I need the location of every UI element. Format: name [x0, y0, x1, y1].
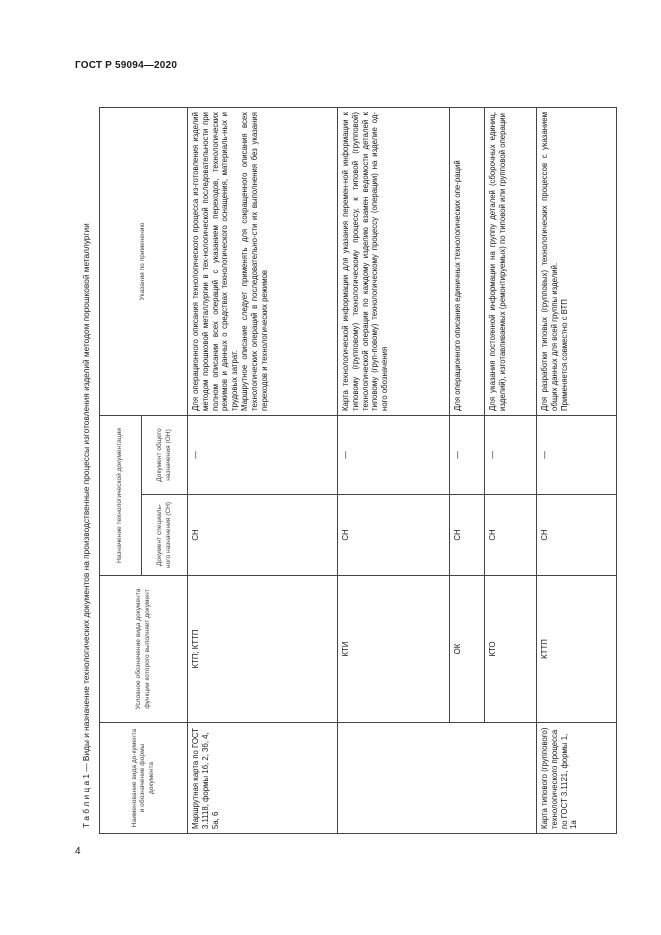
table-row: [338, 107, 450, 833]
row-general: —: [485, 415, 537, 494]
row-special: СН: [450, 495, 485, 576]
rotated-table-block: [77, 108, 589, 834]
row-general: —: [450, 415, 485, 494]
row-code: КТИ: [338, 576, 450, 723]
row-code: КТО: [485, 576, 537, 723]
row-special: СН: [188, 495, 338, 576]
header-special: Документ специаль-ного назначения (СН): [142, 495, 188, 576]
usage-paragraph: Применяется совместно с ВТП: [559, 299, 569, 411]
row-code: КТТП: [537, 576, 617, 723]
row-general: —: [338, 415, 450, 494]
table-caption: Т а б л и ц а 1 — Виды и назначение технологических документов на производственные процессы изготовления изделий методом порошковой металлургии: [81, 223, 91, 828]
row-usage: [188, 107, 338, 415]
header-name: Наименование вида до-кумента и обозначение формы документа: [100, 723, 188, 834]
table-row: [537, 107, 617, 833]
row-general: —: [537, 415, 617, 494]
row-name: [338, 723, 537, 834]
row-special: СН: [537, 495, 617, 576]
document-header: ГОСТ Р 59094—2020: [75, 60, 178, 71]
header-code: Условное обозначение вида документа функции которого выполняет документ: [100, 576, 188, 723]
usage-paragraph: Карта технологической информации для указания перемен-ной информации к типовому (групповому) технологическому процессу, к типовой (групповой) технологической операции по каждому изделию взамен ведомости деталей к типовому (груп-повому) технологическому процессу (операции) на изделие од-ного обозначения: [341, 111, 390, 411]
row-usage: [450, 107, 485, 415]
row-usage: [485, 107, 537, 415]
row-usage: [537, 107, 617, 415]
row-special: СН: [485, 495, 537, 576]
header-usage: Указания по применению: [100, 107, 188, 415]
usage-paragraph: Для операционного описания единичных технологических опе-раций: [453, 160, 462, 411]
row-name: Маршрутная карта по ГОСТ 3.1118, формы 1б, 2, 3б, 4, 5а, 6: [188, 723, 338, 834]
row-usage: [338, 107, 450, 415]
row-special: СН: [338, 495, 450, 576]
usage-paragraph: Для разработки типовых (групповых) технологических процессов с указанием общих данных для всей группы изделий.: [540, 111, 559, 411]
table-header-row: [100, 107, 142, 833]
page-number: 4: [75, 846, 81, 857]
table-row: [188, 107, 338, 833]
usage-paragraph: Для указания постоянной информации на группу деталей (сборочных единиц, изделий), изготавливаемых (ремонтируемых) по типовой или групповой операции: [488, 111, 507, 411]
header-general: Документ общего назначения (ОН): [142, 415, 188, 494]
header-purpose-group: Назначение технологической документации: [100, 415, 142, 575]
row-name: Карта типового (группового) технологического процесса по ГОСТ 3.1121, формы 1, 1а: [537, 723, 617, 834]
document-types-table: [99, 107, 617, 834]
row-code: КТП; КТТП: [188, 576, 338, 723]
row-code: ОК: [450, 576, 485, 723]
row-general: —: [188, 415, 338, 494]
usage-paragraph: Для операционного описания технологического процесса из-готовления изделий методом порошковой металлургии в тех-нологической последовательности при полном описании всех операций с указанием переходов, технологических режимов и данных о средствах технологического оснащения, материаль-ных и трудовых затрат.: [191, 111, 240, 411]
usage-paragraph: Маршрутное описание следует применять для сокращенного описания всех технологических операций в последовательно-сти их выполнения без указания переходов и технологических режимов: [240, 111, 269, 411]
rotated-content: [77, 108, 589, 834]
